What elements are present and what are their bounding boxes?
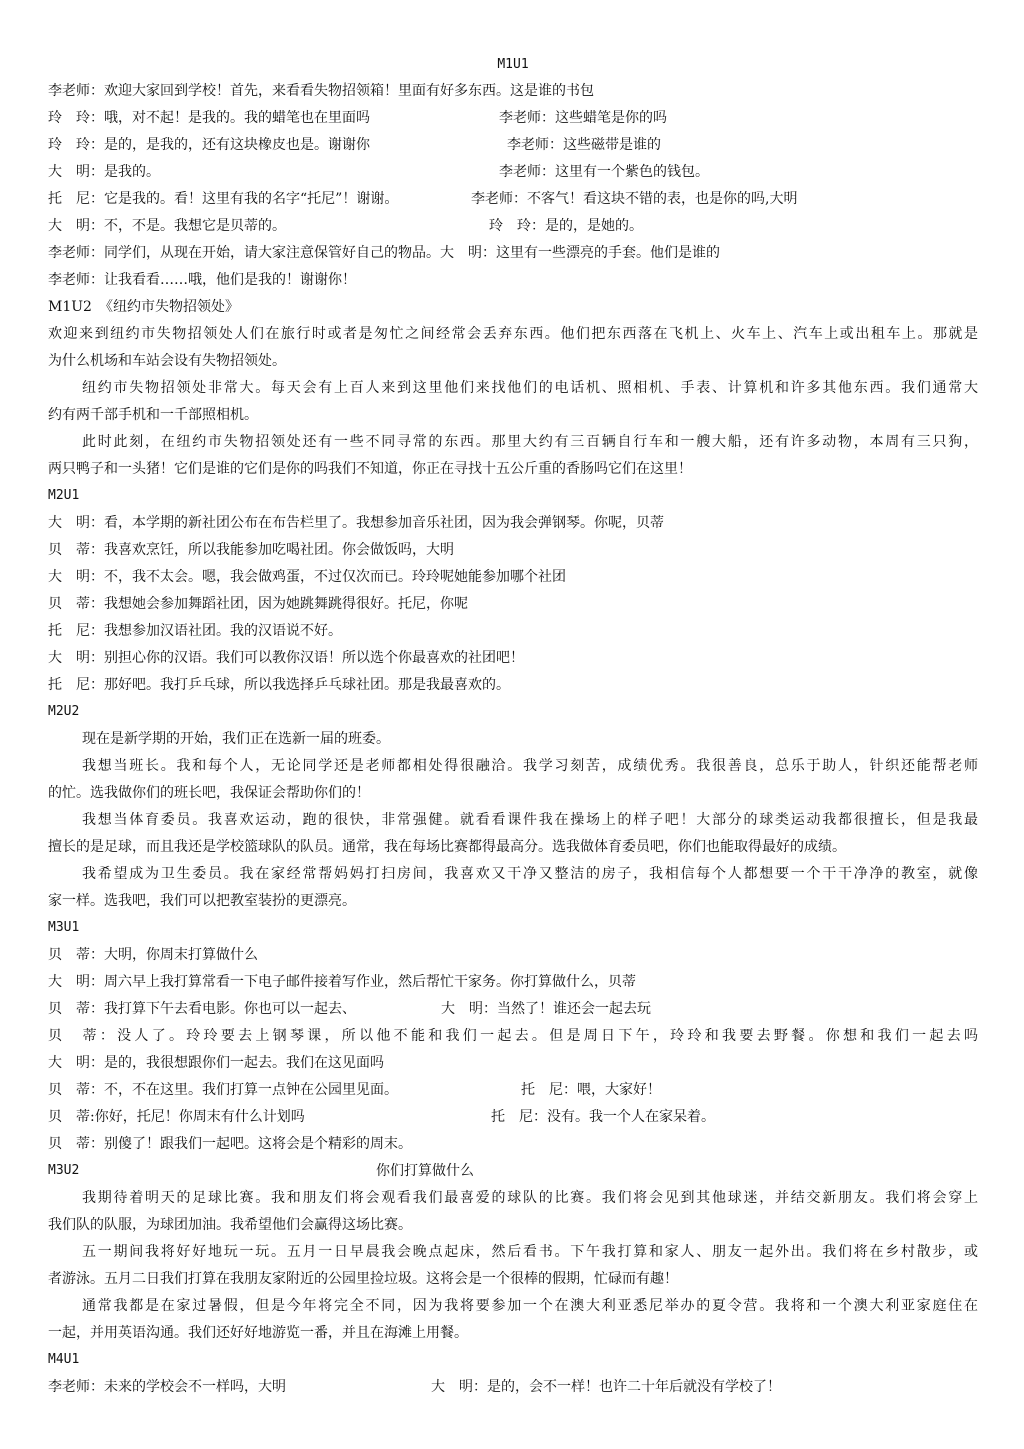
dialogue-line: 大 明：是的，我很想跟你们一起去。我们在这见面吗: [48, 1055, 384, 1071]
paragraph-line: 我希望成为卫生委员。我在家经常帮妈妈打扫房间，我喜欢又干净又整洁的房子，我相信每个人都想要一个干干净净的教室，就像: [82, 866, 978, 882]
paragraph-line: 我期待着明天的足球比赛。我和朋友们将会观看我们最喜爱的球队的比赛。我们将会见到其他球迷，并结交新朋友。我们将会穿上: [82, 1190, 978, 1206]
dialogue-line: 贝 蒂：不，不在这里。我们打算一点钟在公园里见面。 托 尼：喂，大家好！: [48, 1082, 661, 1098]
paragraph-line: 欢迎来到纽约市失物招领处人们在旅行时或者是匆忙之间经常会丢弃东西。他们把东西落在飞机上、火车上、汽车上或出租车上。那就是: [48, 326, 978, 342]
paragraph-line: 的忙。选我做你们的班长吧，我保证会帮助你们的！: [48, 785, 370, 801]
dialogue-line: 大 明：周六早上我打算常看一下电子邮件接着写作业，然后帮忙干家务。你打算做什么，贝蒂: [48, 974, 636, 990]
dialogue-line: 托 尼：我想参加汉语社团。我的汉语说不好。: [48, 623, 342, 639]
dialogue-line: 玲 玲：哦，对不起！是我的。我的蜡笔也在里面吗 李老师：这些蜡笔是你的吗: [48, 110, 667, 126]
dialogue-line: 贝 蒂：大明，你周末打算做什么: [48, 947, 258, 963]
paragraph-line: 一起，并用英语沟通。我们还好好地游览一番，并且在海滩上用餐。: [48, 1325, 468, 1341]
section-heading-m3u2: M3U2 你们打算做什么: [48, 1158, 978, 1184]
paragraph-line: 擅长的是足球，而且我还是学校篮球队的队员。通常，我在每场比赛都得最高分。选我做体育委员吧，你们也能取得最好的成绩。: [48, 839, 846, 855]
dialogue-line: 玲 玲：是的，是我的，还有这块橡皮也是。谢谢你 李老师：这些磁带是谁的: [48, 137, 661, 153]
paragraph-line: 我想当班长。我和每个人，无论同学还是老师都相处得很融洽。我学习刻苦，成绩优秀。我很善良，总乐于助人，针织还能帮老师: [82, 758, 978, 774]
dialogue-line: 贝 蒂：我喜欢烹饪，所以我能参加吃喝社团。你会做饭吗，大明: [48, 542, 454, 558]
dialogue-line: 大 明：是我的。 李老师：这里有一个紫色的钱包。: [48, 164, 709, 180]
dialogue-line: 贝 蒂：我想她会参加舞蹈社团，因为她跳舞跳得很好。托尼，你呢: [48, 596, 468, 612]
dialogue-line: 贝 蒂：没人了。玲玲要去上钢琴课，所以他不能和我们一起去。但是周日下午，玲玲和我要去野餐。你想和我们一起去吗: [48, 1028, 978, 1044]
dialogue-line: 李老师：让我看看……哦，他们是我的！谢谢你！: [48, 272, 356, 288]
paragraph-line: 家一样。选我吧，我们可以把教室装扮的更漂亮。: [48, 893, 356, 909]
dialogue-line: 大 明：别担心你的汉语。我们可以教你汉语！所以选个你最喜欢的社团吧！: [48, 650, 524, 666]
section-heading-m3u1: M3U1: [48, 920, 80, 935]
paragraph-line: 约有两千部手机和一千部照相机。: [48, 407, 258, 423]
dialogue-line: 托 尼：那好吧。我打乒乓球，所以我选择乒乓球社团。那是我最喜欢的。: [48, 677, 510, 693]
section-title: 你们打算做什么: [376, 1163, 474, 1179]
dialogue-line: 贝 蒂：我打算下午去看电影。你也可以一起去、 大 明：当然了！谁还会一起去玩: [48, 1001, 651, 1017]
dialogue-line: 李老师：同学们，从现在开始，请大家注意保管好自己的物品。大 明：这里有一些漂亮的手套。他们是谁的: [48, 245, 720, 261]
dialogue-line: 大 明：看，本学期的新社团公布在布告栏里了。我想参加音乐社团，因为我会弹钢琴。你呢，贝蒂: [48, 515, 664, 531]
section-heading-m4u1: M4U1: [48, 1352, 80, 1367]
paragraph-line: 两只鸭子和一头猪！它们是谁的它们是你的吗我们不知道，你正在寻找十五公斤重的香肠吗它们在这里！: [48, 461, 692, 477]
dialogue-line: 大 明：不，不是。我想它是贝蒂的。 玲 玲：是的，是她的。: [48, 218, 643, 234]
section-heading-m2u1: M2U1: [48, 488, 80, 503]
dialogue-line: 托 尼：它是我的。看！这里有我的名字“托尼”！谢谢。 李老师：不客气！看这块不错的表，也是你的吗,大明: [48, 191, 798, 207]
paragraph-line: 通常我都是在家过暑假，但是今年将完全不同，因为我将要参加一个在澳大利亚悉尼举办的夏令营。我将和一个澳大利亚家庭住在: [82, 1298, 978, 1314]
dialogue-line: 大 明：不，我不太会。嗯，我会做鸡蛋，不过仅次而已。玲玲呢她能参加哪个社团: [48, 569, 566, 585]
paragraph-line: 者游泳。五月二日我们打算在我朋友家附近的公园里捡垃圾。这将会是一个很棒的假期，忙碌而有趣！: [48, 1271, 678, 1287]
dialogue-line: 李老师：未来的学校会不一样吗，大明 大 明：是的，会不一样！也许二十年后就没有学校了！: [48, 1379, 781, 1395]
paragraph-line: 此时此刻，在纽约市失物招领处还有一些不同寻常的东西。那里大约有三百辆自行车和一艘大船，还有许多动物，本周有三只狗，: [82, 434, 978, 450]
dialogue-line: 贝 蒂:你好，托尼！你周末有什么计划吗 托 尼：没有。我一个人在家呆着。: [48, 1109, 715, 1125]
paragraph-line: 我想当体育委员。我喜欢运动，跑的很快，非常强健。就看看课件我在操场上的样子吧！大部分的球类运动我都很擅长，但是我最: [82, 812, 978, 828]
paragraph-line: 现在是新学期的开始，我们正在选新一届的班委。: [82, 731, 390, 747]
paragraph-line: 为什么机场和车站会设有失物招领处。: [48, 353, 286, 369]
dialogue-line: 李老师：欢迎大家回到学校！首先，来看看失物招领箱！里面有好多东西。这是谁的书包: [48, 83, 594, 99]
section-heading-m1u1: M1U1: [497, 57, 529, 72]
paragraph-line: 纽约市失物招领处非常大。每天会有上百人来到这里他们来找他们的电话机、照相机、手表、计算机和许多其他东西。我们通常大: [82, 380, 978, 396]
paragraph-line: 五一期间我将好好地玩一玩。五月一日早晨我会晚点起床，然后看书。下午我打算和家人、朋友一起外出。我们将在乡村散步，或: [82, 1244, 978, 1260]
section-heading-m2u2: M2U2: [48, 704, 80, 719]
paragraph-line: 我们队的队服，为球团加油。我希望他们会赢得这场比赛。: [48, 1217, 412, 1233]
dialogue-line: 贝 蒂：别傻了！跟我们一起吧。这将会是个精彩的周末。: [48, 1136, 412, 1152]
section-heading-m1u2: M1U2 《纽约市失物招领处》: [48, 299, 239, 315]
